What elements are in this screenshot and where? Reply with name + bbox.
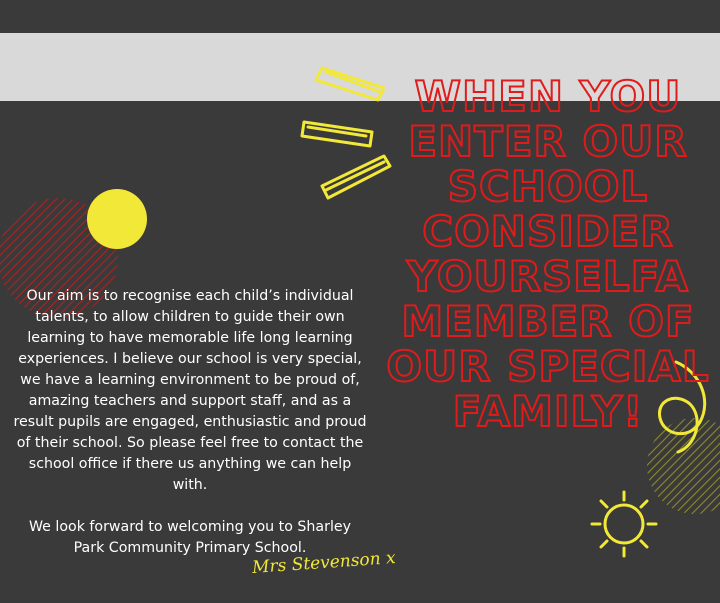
closing-paragraph: We look forward to welcoming you to Sharley Park Community Primary School. <box>28 519 352 556</box>
headline: WHEN YOU ENTER OUR SCHOOL CONSIDER YOURSELFA MEMBER OF OUR SPECIAL FAMILY! <box>386 72 710 436</box>
intro-paragraph: Our aim is to recognise each child’s individual talents, to allow children to guide their own learning to have memorable life long learning experiences. I believe our school is very special, we have a learning environment to be proud of, amazing teachers and support staff, and as a result pupils are engaged, enthusiastic and proud of their school. So please feel free to contact the school office if there us anything we can help with. <box>13 288 367 493</box>
sun-icon <box>592 492 656 556</box>
yellow-dot <box>87 189 147 249</box>
signature: Mrs Stevenson x <box>251 548 397 578</box>
welcome-message <box>12 286 368 559</box>
